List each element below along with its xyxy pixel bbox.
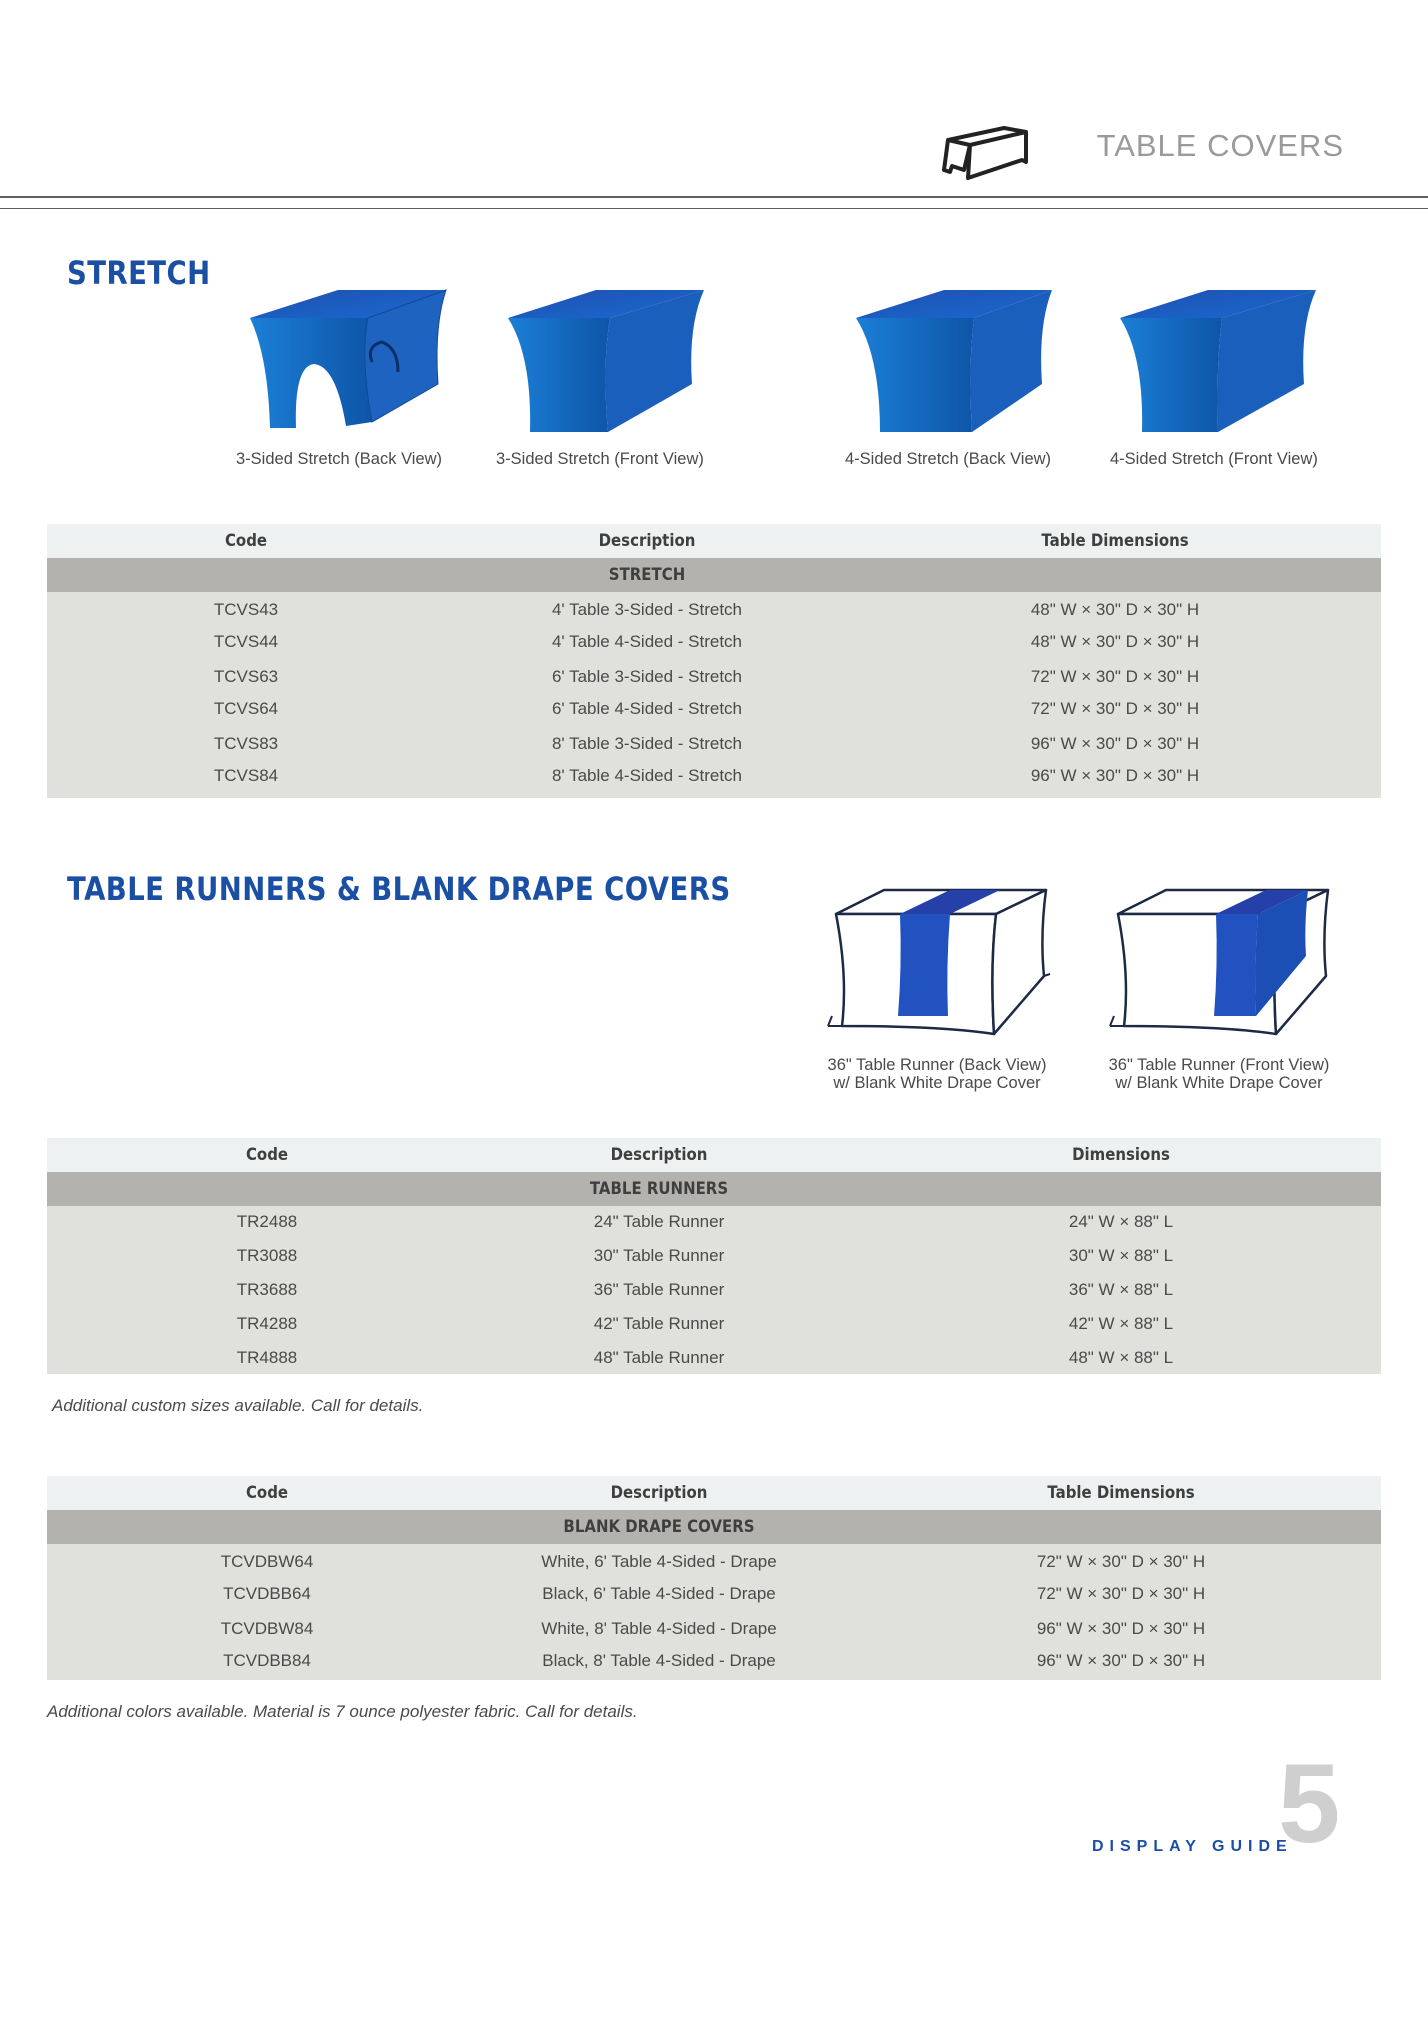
table-body	[47, 592, 1381, 798]
cell-description: 4' Table 3-Sided - Stretch	[551, 600, 743, 619]
cell-description: White, 6' Table 4-Sided - Drape	[541, 1552, 777, 1571]
cell-description: 42" Table Runner	[593, 1314, 725, 1333]
table-body	[47, 1206, 1381, 1374]
cell-dimensions: 96" W × 30" D × 30" H	[1036, 1619, 1206, 1638]
table-row	[47, 1244, 1381, 1268]
header-rule-thin	[0, 208, 1428, 209]
table-row	[47, 630, 1381, 654]
table-row	[47, 764, 1381, 788]
table-row	[47, 1210, 1381, 1234]
table-row	[47, 1278, 1381, 1302]
cell-dimensions: 24" W × 88" L	[1068, 1212, 1174, 1231]
table-row	[47, 1617, 1381, 1641]
cell-description: 36" Table Runner	[593, 1280, 725, 1299]
caption-line: w/ Blank White Drape Cover	[1115, 1074, 1323, 1092]
cell-dimensions: 36" W × 88" L	[1068, 1280, 1174, 1299]
image-caption: 4-Sided Stretch (Back View)	[845, 450, 1052, 468]
cell-dimensions: 72" W × 30" D × 30" H	[1036, 1552, 1206, 1571]
column-header-description: Description	[610, 1145, 708, 1165]
cell-code: TR4288	[236, 1314, 298, 1333]
table-header-row	[47, 524, 1381, 558]
cell-description: Black, 8' Table 4-Sided - Drape	[542, 1651, 776, 1670]
image-caption: 4-Sided Stretch (Front View)	[1110, 450, 1318, 468]
caption-line: 36" Table Runner (Front View)	[1108, 1056, 1330, 1074]
table-header-row	[47, 1476, 1381, 1510]
stretch-3-sided-back-image	[248, 286, 448, 434]
caption-line: w/ Blank White Drape Cover	[833, 1074, 1041, 1092]
image-caption	[1104, 1056, 1334, 1092]
cell-description: 30" Table Runner	[593, 1246, 725, 1265]
cell-description: 48" Table Runner	[593, 1348, 725, 1367]
table-cover-icon	[934, 120, 1038, 184]
column-header-dimensions: Dimensions	[1072, 1145, 1170, 1165]
cell-dimensions: 96" W × 30" D × 30" H	[1030, 766, 1200, 785]
cell-code: TCVS64	[213, 699, 279, 718]
page-number: 5	[1278, 1741, 1341, 1866]
cell-dimensions: 42" W × 88" L	[1068, 1314, 1174, 1333]
runners-table	[47, 1138, 1381, 1374]
column-header-description: Description	[598, 531, 696, 551]
table-row	[47, 665, 1381, 689]
cell-code: TCVDBW84	[220, 1619, 314, 1638]
table-group-row	[47, 558, 1381, 592]
page-title: TABLE COVERS	[1096, 128, 1344, 163]
cell-code: TR4888	[236, 1348, 298, 1367]
colors-note: Additional colors available. Material is 7 ounce polyester fabric. Call for details.	[47, 1702, 638, 1721]
caption-line: 36" Table Runner (Back View)	[827, 1056, 1047, 1074]
table-row	[47, 598, 1381, 622]
cell-code: TCVS83	[213, 734, 279, 753]
cell-code: TR3688	[236, 1280, 298, 1299]
cell-dimensions: 96" W × 30" D × 30" H	[1030, 734, 1200, 753]
table-body	[47, 1544, 1381, 1680]
cell-dimensions: 48" W × 30" D × 30" H	[1030, 600, 1200, 619]
cell-code: TCVS84	[213, 766, 279, 785]
cell-code: TCVDBW64	[220, 1552, 314, 1571]
column-header-dimensions: Table Dimensions	[1041, 531, 1189, 551]
cell-description: 8' Table 3-Sided - Stretch	[551, 734, 743, 753]
group-label: STRETCH	[608, 565, 686, 585]
display-guide-label: DISPLAY GUIDE	[1092, 1838, 1293, 1855]
header-rule	[0, 196, 1428, 198]
cell-code: TCVDBB84	[223, 1651, 311, 1670]
stretch-table	[47, 524, 1381, 798]
image-caption	[822, 1056, 1052, 1092]
column-header-code: Code	[224, 531, 268, 551]
table-row	[47, 1649, 1381, 1673]
cell-dimensions: 72" W × 30" D × 30" H	[1030, 667, 1200, 686]
cell-description: White, 8' Table 4-Sided - Drape	[541, 1619, 777, 1638]
cell-description: 24" Table Runner	[593, 1212, 725, 1231]
stretch-4-sided-front-image	[1118, 286, 1318, 434]
table-group-row	[47, 1510, 1381, 1544]
group-label: BLANK DRAPE COVERS	[563, 1517, 755, 1537]
group-label: TABLE RUNNERS	[589, 1179, 729, 1199]
cell-code: TCVS63	[213, 667, 279, 686]
table-row	[47, 1550, 1381, 1574]
cell-dimensions: 96" W × 30" D × 30" H	[1036, 1651, 1206, 1670]
cell-code: TR3088	[236, 1246, 298, 1265]
cell-description: 4' Table 4-Sided - Stretch	[551, 632, 743, 651]
stretch-section-title: STRETCH	[67, 254, 211, 292]
cell-dimensions: 30" W × 88" L	[1068, 1246, 1174, 1265]
table-header-row	[47, 1138, 1381, 1172]
table-row	[47, 1582, 1381, 1606]
cell-dimensions: 72" W × 30" D × 30" H	[1036, 1584, 1206, 1603]
cell-description: Black, 6' Table 4-Sided - Drape	[542, 1584, 776, 1603]
table-row	[47, 697, 1381, 721]
table-row	[47, 1312, 1381, 1336]
runners-section-title: TABLE RUNNERS & BLANK DRAPE COVERS	[67, 870, 731, 908]
table-runner-front-image	[1104, 876, 1334, 1038]
column-header-code: Code	[245, 1145, 289, 1165]
cell-code: TCVS43	[213, 600, 279, 619]
cell-dimensions: 48" W × 88" L	[1068, 1348, 1174, 1367]
cell-dimensions: 48" W × 30" D × 30" H	[1030, 632, 1200, 651]
column-header-description: Description	[610, 1483, 708, 1503]
cell-dimensions: 72" W × 30" D × 30" H	[1030, 699, 1200, 718]
cell-code: TCVDBB64	[223, 1584, 311, 1603]
cell-code: TCVS44	[213, 632, 279, 651]
stretch-4-sided-back-image	[854, 286, 1054, 434]
cell-description: 6' Table 4-Sided - Stretch	[551, 699, 743, 718]
stretch-3-sided-front-image	[506, 286, 706, 434]
table-group-row	[47, 1172, 1381, 1206]
cell-description: 8' Table 4-Sided - Stretch	[551, 766, 743, 785]
drape-covers-table	[47, 1476, 1381, 1680]
table-row	[47, 732, 1381, 756]
column-header-dimensions: Table Dimensions	[1047, 1483, 1195, 1503]
table-row	[47, 1346, 1381, 1370]
cell-description: 6' Table 3-Sided - Stretch	[551, 667, 743, 686]
table-runner-back-image	[822, 876, 1052, 1038]
cell-code: TR2488	[236, 1212, 298, 1231]
column-header-code: Code	[245, 1483, 289, 1503]
image-caption: 3-Sided Stretch (Back View)	[236, 450, 443, 468]
custom-sizes-note: Additional custom sizes available. Call for details.	[52, 1396, 424, 1415]
image-caption: 3-Sided Stretch (Front View)	[496, 450, 704, 468]
